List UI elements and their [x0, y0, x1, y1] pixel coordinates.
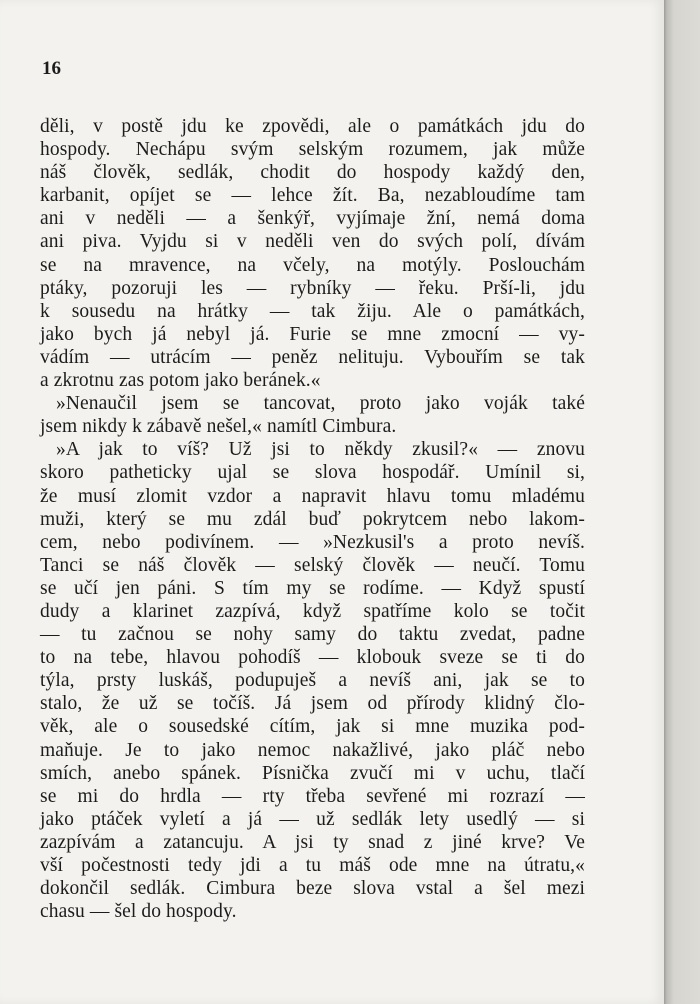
page-edge — [664, 0, 700, 1004]
text-line: k sousedu na hrátky — tak žiju. Ale o památkách, — [40, 300, 585, 322]
text-line: se mi do hrdla — rty třeba sevřené mi rozrazí — — [40, 785, 585, 807]
text-line: zazpívám a zatancuju. A jsi ty snad z jiné krve? Ve — [40, 831, 585, 853]
text-line: se učí jen páni. S tím my se rodíme. — Když spustí — [40, 577, 585, 599]
text-line: se na mravence, na včely, na motýly. Poslouchám — [40, 254, 585, 276]
text-line: dokončil sedlák. Cimbura beze slova vstal a šel mezi — [40, 878, 585, 900]
text-line: chasu — šel do hospody. — [40, 901, 237, 923]
text-line: smích, anebo spánek. Písnička zvučí mi v uchu, tlačí — [40, 762, 585, 784]
text-line: ptáky, pozoruji les — rybníky — řeku. Prší-li, jdu — [40, 277, 585, 299]
text-line: děli, v postě jdu ke zpovědi, ale o památkách jdu do — [40, 116, 585, 137]
text-line: cem, nebo podivínem. — »Nezkusil's a proto nevíš. — [40, 531, 585, 553]
text-line: hospody. Nechápu svým selským rozumem, jak může — [40, 139, 585, 161]
text-line: a zkrotnu zas potom jako beránek.« — [40, 370, 321, 392]
text-line: jako ptáček vyletí a já — už sedlák lety usedlý — si — [40, 808, 585, 830]
text-line: maňuje. Je to jako nemoc nakažlivé, jako pláč nebo — [40, 739, 585, 761]
text-line: jsem nikdy k zábavě nešel,« namítl Cimbura. — [40, 416, 397, 438]
text-line: ani v neděli — a šenkýř, vyjímaje žní, nemá doma — [40, 208, 585, 230]
text-line: karbanit, opíjet se — lehce žít. Ba, nezabloudíme tam — [40, 185, 585, 207]
text-line: náš člověk, sedlák, chodit do hospody každý den, — [40, 162, 585, 184]
text-line: muži, který se mu zdál buď pokrytcem nebo lakom- — [40, 508, 585, 530]
text-line: věk, ale o sousedské cítím, jak si mne muzika pod- — [40, 716, 585, 738]
text-line: ani piva. Vyjdu si v neděli ven do svých polí, dívám — [40, 231, 585, 253]
text-line: Tanci se náš člověk — selský člověk — neučí. Tomu — [40, 554, 585, 576]
text-line: skoro patheticky ujal se slova hospodář. Umínil si, — [40, 462, 585, 484]
text-line: jako bych já nebyl já. Furie se mne zmocní — vy- — [40, 323, 585, 345]
text-line: to na tebe, hlavou pohodíš — klobouk sveze se ti do — [40, 647, 585, 669]
text-line: stalo, že už se točíš. Já jsem od přírody klidný člo- — [40, 693, 585, 715]
page-number: 16 — [42, 58, 61, 79]
text-line: vádím — utrácím — peněz nelituju. Vybouřím se tak — [40, 346, 585, 368]
text-line: — tu začnou se nohy samy do taktu zvedat, padne — [40, 624, 585, 646]
text-line: týla, prsty luskáš, podupuješ a nevíš ani, jak se to — [40, 670, 585, 692]
text-line: vší počestnosti tedy jdi a tu máš ode mne na útratu,« — [40, 855, 585, 876]
text-line: dudy a klarinet zazpívá, když spatříme kolo se točit — [40, 600, 585, 622]
text-line: že musí zlomit vzdor a napravit hlavu tomu mladému — [40, 485, 585, 507]
text-line: »A jak to víš? Už jsi to někdy zkusil?« — znovu — [56, 439, 585, 461]
text-line: »Nenaučil jsem se tancovat, proto jako voják také — [56, 393, 585, 415]
page-body-text — [40, 115, 585, 923]
